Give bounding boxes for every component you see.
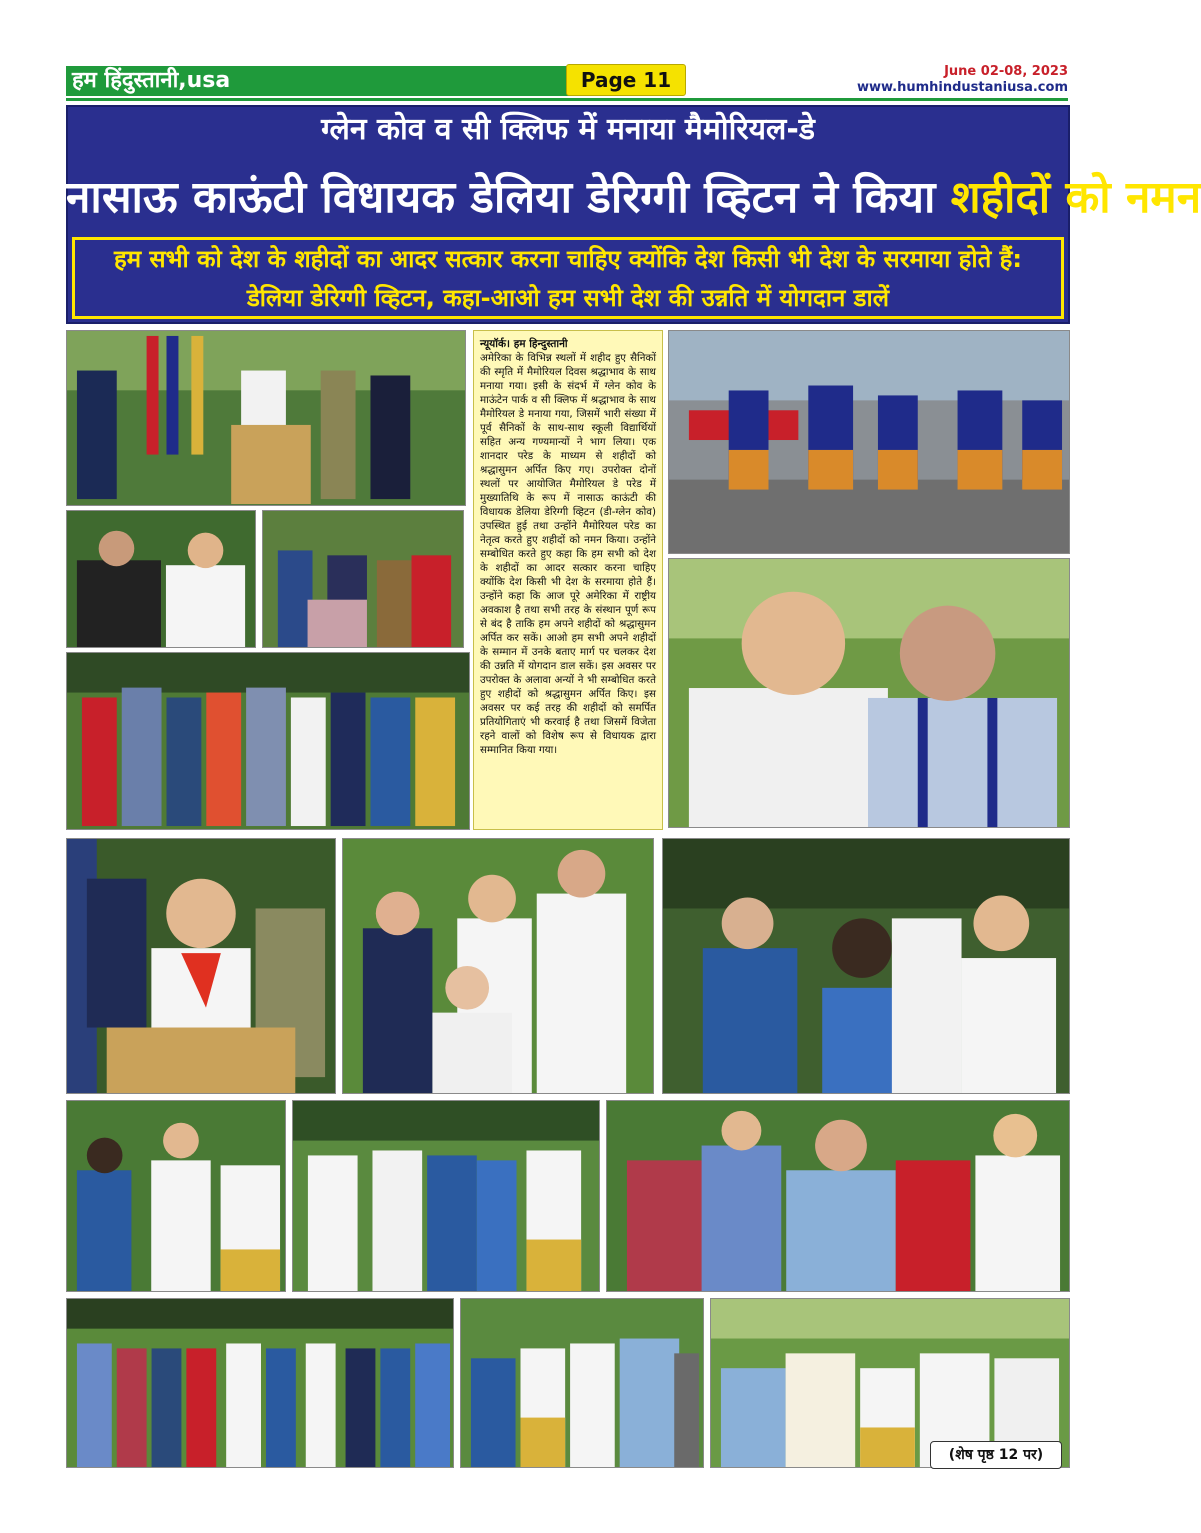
photo-speech-closeup — [66, 838, 336, 1094]
photo-bagpipe-parade — [668, 330, 1070, 554]
article-body: अमेरिका के विभिन्न स्थलों में शहीद हुए सैनिकों की स्मृति में मैमोरियल दिवस श्रद्धाभाव के साथ मनाया गया। इसी के संदर्भ में ग्लेन कोव के माऊंटेन पार्क व सी क्लिफ में श्रद्धाभाव के साथ मैमोरियल डे मनाया गया, जिसमें भारी संख्या में पूर्व सैनिकों के साथ-साथ स्कूली विद्यार्थियों सहित अन्य गण्यमान्यों ने भाग लिया। एक शानदार परेड के माध्यम से शहीदों को श्रद्धासुमन अर्पित किए गए। उपरोक्त दोनों स्थलों पर आयोजित मैमोरियल डे परेड में मुख्यातिथि के रूप में नासाऊ काऊंटी की विधायक डेलिया डेरिग्गी व्हिटन (डी-ग्लेन कोव) उपस्थित हुई तथा उन्होंने मैमोरियल परेड का नेतृत्व करते हुए शहीदों को नमन किया। उन्होंने सम्बोधित करते हुए कहा कि हम सभी को देश के शहीदों का आदर सत्कार करना चाहिए क्योंकि देश किसी भी देश के सरमाया होते हैं। उन्होंने कहा कि आज पूरे अमेरिका में राष्ट्रीय अवकाश है तथा सभी तरह के संस्थान पूर्ण रूप से बंद है ताकि हम अपने शहीदों को श्रद्धासुमन अर्पित कर सकें। आओ हम सभी अपने शहीदों के सम्मान में उनके बताए मार्ग पर चलकर देश की उन्नति में योगदान डाल सकें। इस अवसर पर उपरोक्त के अलावा अन्यों ने भी सम्बोधित करते हुए शहीदों को श्रद्धासुमन अर्पित किए। इस अवसर पर कई तरह की शहीदों को समर्पित प्रतियोगिताएं भी करवाई है तथा जिसमें विजेता रहने वालों को विशेष रूप से विधायक द्वारा सम्मानित किया गया। — [480, 352, 656, 756]
photo-group-lineup — [66, 652, 470, 830]
photo-woman-with-veteran — [668, 558, 1070, 828]
photo-group-certificates — [66, 1298, 454, 1468]
photo-group-with-elder — [342, 838, 654, 1094]
photo-two-women — [66, 510, 256, 648]
photo-veteran-microphone — [606, 1100, 1070, 1292]
headline-prefix: नासाऊ काऊंटी विधायक डेलिया डेरिग्गी व्हिटन ने किया — [66, 172, 936, 223]
photo-group-wheelchair — [262, 510, 464, 648]
page-number: Page 11 — [566, 64, 686, 96]
photo-students-speaking — [66, 1100, 286, 1292]
website-link[interactable]: www.humhindustaniusa.com — [856, 80, 1068, 95]
subheadline-line-1: हम सभी को देश के शहीदों का आदर सत्कार करना चाहिए क्योंकि देश किसी भी देश के सरमाया होते हैं: — [113, 245, 1022, 273]
headline-kicker: ग्लेन कोव व सी क्लिफ में मनाया मैमोरियल-डे — [321, 112, 815, 147]
photo-student-reading — [662, 838, 1070, 1094]
subheadline-line-2: डेलिया डेरिग्गी व्हिटन, कहा-आओ हम सभी देश की उन्नति में योगदान डालें — [246, 284, 890, 312]
photo-award-winners — [292, 1100, 600, 1292]
issue-date: June 02-08, 2023 — [944, 64, 1068, 79]
masthead-title: हम हिंदुस्तानी,usa — [72, 68, 231, 93]
headline-highlight: शहीदों को नमन — [950, 172, 1201, 223]
article-byline: न्यूयॉर्क। हम हिन्दुस्तानी — [480, 338, 568, 350]
photo-winners-outdoor — [460, 1298, 704, 1468]
continued-label: (शेष पृष्ठ 12 पर) — [930, 1441, 1062, 1469]
main-headline — [66, 166, 1201, 230]
article-text-box — [473, 330, 663, 830]
masthead-rule — [66, 98, 1068, 101]
photo-podium-speech — [66, 330, 466, 506]
